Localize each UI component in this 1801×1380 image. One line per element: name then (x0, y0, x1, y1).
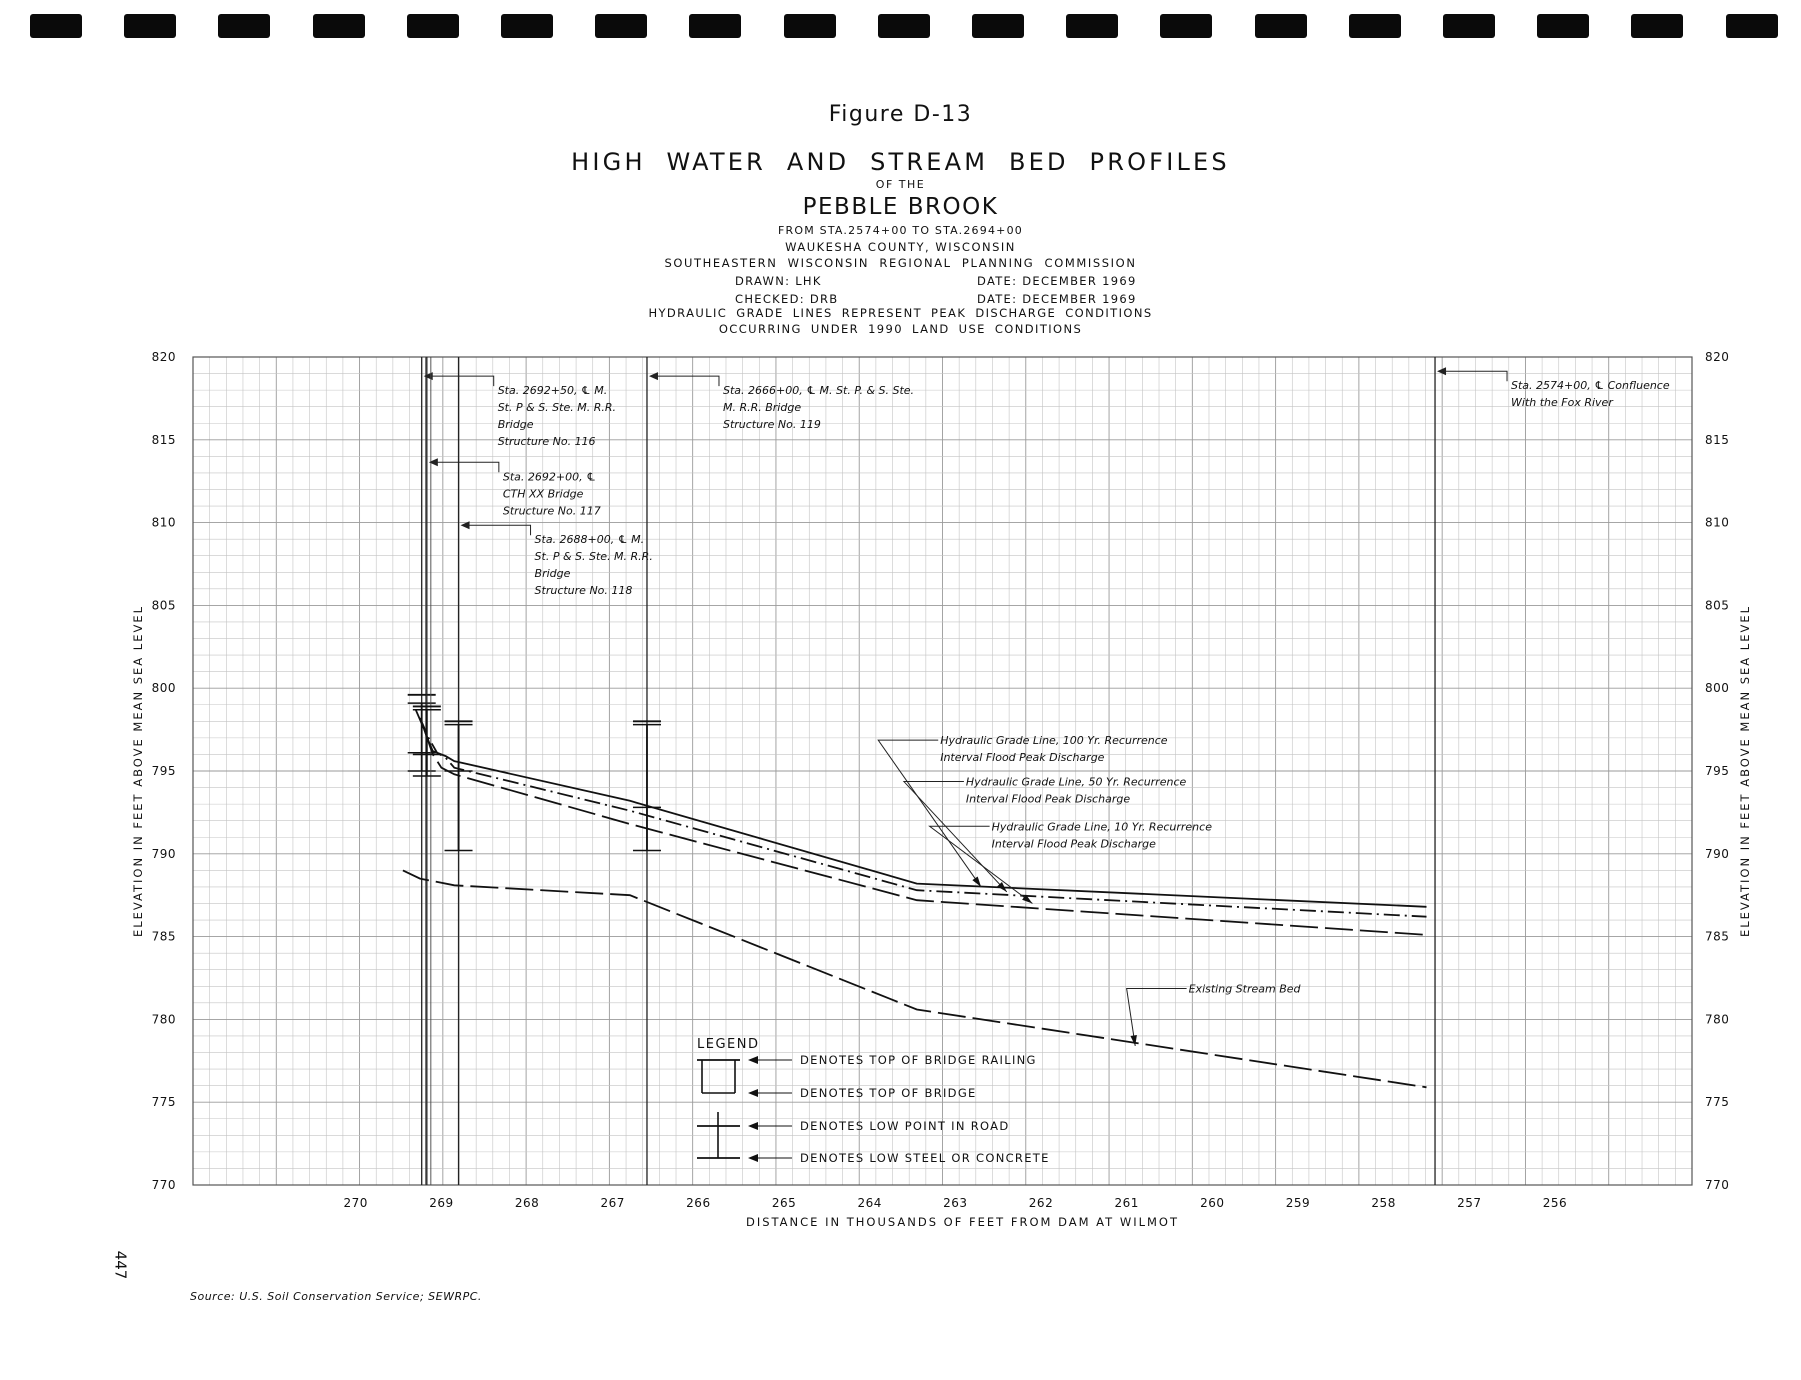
legend-title: LEGEND (697, 1037, 760, 1052)
station-label-line: Structure No. 119 (722, 418, 821, 432)
y-tick-label-right: 800 (1705, 681, 1730, 696)
drawn-by: DRAWN: LHK (735, 274, 822, 288)
legend-pointer-arrow (748, 1056, 758, 1064)
station-label-line: Structure No. 117 (502, 504, 601, 518)
annotation-label: Hydraulic Grade Line, 50 Yr. Recurrence (965, 775, 1187, 789)
station-leader (1441, 371, 1507, 381)
x-tick-label: 265 (771, 1196, 797, 1210)
station-label-line: Sta. 2666+00, ℄ M. St. P. & S. Ste. (722, 384, 915, 398)
condition-note-2: OCCURRING UNDER 1990 LAND USE CONDITIONS (718, 322, 1083, 336)
page-number: 447 (111, 1250, 130, 1280)
annotation-arrowhead (1130, 1035, 1136, 1046)
station-label-line: Sta. 2692+50, ℄ M. (497, 384, 608, 398)
x-tick-label: 266 (686, 1196, 711, 1210)
x-tick-label: 270 (343, 1196, 368, 1210)
y-tick-label-left: 780 (151, 1012, 176, 1027)
y-tick-label-right: 810 (1705, 515, 1730, 530)
y-tick-label-right: 820 (1705, 350, 1730, 364)
annotation-label: Existing Stream Bed (1188, 982, 1301, 996)
chart-legend (697, 1037, 1050, 1165)
station-label-line: Structure No. 116 (497, 435, 596, 449)
x-tick-label: 264 (857, 1196, 882, 1210)
y-tick-label-left: 820 (151, 350, 176, 364)
station-label-line: Bridge (497, 418, 534, 432)
y-tick-label-right: 785 (1705, 929, 1730, 944)
annotation-label: Interval Flood Peak Discharge (991, 837, 1156, 851)
x-tick-label: 263 (943, 1196, 968, 1210)
station-label-line: CTH XX Bridge (502, 487, 584, 501)
series-line (424, 730, 1426, 935)
condition-note-1: HYDRAULIC GRADE LINES REPRESENT PEAK DISCHARGE CONDITIONS (648, 306, 1153, 320)
x-axis-label: DISTANCE IN THOUSANDS OF FEET FROM DAM AT WILMOT (746, 1215, 1179, 1229)
y-tick-label-left: 795 (151, 764, 176, 778)
x-tick-label: 258 (1371, 1196, 1396, 1210)
checked-date: DATE: DECEMBER 1969 (977, 292, 1137, 306)
x-tick-label: 269 (429, 1196, 454, 1210)
station-label-line: Sta. 2574+00, ℄ Confluence (1511, 379, 1670, 393)
station-label-line: Sta. 2688+00, ℄ M. (534, 533, 645, 547)
x-tick-label: 267 (600, 1196, 625, 1210)
x-tick-label: 256 (1542, 1196, 1568, 1210)
chart-title: HIGH WATER AND STREAM BED PROFILES (571, 148, 1230, 176)
x-tick-label: 262 (1028, 1196, 1054, 1210)
legend-pointer-arrow (748, 1122, 758, 1130)
y-tick-label-left: 770 (151, 1178, 176, 1192)
y-tick-label-right: 795 (1705, 764, 1730, 778)
y-tick-label-right: 815 (1705, 432, 1730, 447)
y-axis-label-right: ELEVATION IN FEET ABOVE MEAN SEA LEVEL (1738, 604, 1752, 938)
station-label-line: St. P & S. Ste. M. R.R. (534, 550, 653, 564)
station-label-line: With the Fox River (1511, 396, 1613, 410)
y-tick-label-right: 780 (1705, 1012, 1730, 1027)
x-tick-label: 268 (514, 1196, 540, 1210)
legend-item-label: DENOTES LOW STEEL OR CONCRETE (800, 1151, 1050, 1165)
legend-pointer-arrow (748, 1089, 758, 1097)
x-tick-label: 259 (1285, 1196, 1311, 1210)
series-line (416, 710, 1427, 907)
figure-number: Figure D-13 (828, 102, 973, 127)
station-leader-arrow (1437, 367, 1446, 375)
station-range: FROM STA.2574+00 TO STA.2694+00 (778, 224, 1023, 237)
y-tick-label-left: 800 (151, 681, 176, 696)
x-tick-label: 257 (1457, 1196, 1482, 1210)
source-note: Source: U.S. Soil Conservation Service; SEWRPC. (190, 1290, 482, 1303)
y-tick-label-right: 805 (1705, 598, 1730, 613)
y-tick-label-right: 770 (1705, 1178, 1730, 1192)
y-tick-label-left: 815 (151, 432, 176, 447)
drawn-date: DATE: DECEMBER 1969 (977, 274, 1137, 288)
station-label-line: Structure No. 118 (534, 584, 633, 598)
y-tick-label-left: 775 (151, 1095, 176, 1110)
x-tick-label: 260 (1200, 1196, 1225, 1210)
y-tick-label-left: 785 (151, 929, 176, 944)
station-label-line: M. R.R. Bridge (722, 401, 802, 415)
annotation-label: Hydraulic Grade Line, 10 Yr. Recurrence (991, 820, 1212, 834)
legend-pointer-arrow (748, 1154, 758, 1162)
y-tick-label-right: 775 (1705, 1095, 1730, 1110)
station-label-line: St. P & S. Ste. M. R.R. (497, 401, 617, 415)
annotation-label: Interval Flood Peak Discharge (940, 751, 1105, 765)
annotation-label: Hydraulic Grade Line, 100 Yr. Recurrence (940, 734, 1168, 748)
x-tick-label: 261 (1114, 1196, 1139, 1210)
legend-item-label: DENOTES LOW POINT IN ROAD (800, 1119, 1010, 1133)
y-tick-label-left: 805 (151, 598, 176, 613)
station-leader-arrow (429, 458, 438, 466)
stream-name: PEBBLE BROOK (802, 194, 999, 220)
agency-line: SOUTHEASTERN WISCONSIN REGIONAL PLANNING COMMISSION (664, 256, 1137, 270)
county-line: WAUKESHA COUNTY, WISCONSIN (785, 240, 1016, 254)
y-axis-label-left: ELEVATION IN FEET ABOVE MEAN SEA LEVEL (131, 604, 145, 938)
legend-item-label: DENOTES TOP OF BRIDGE (800, 1086, 977, 1100)
y-tick-label-left: 810 (151, 515, 176, 530)
checked-by: CHECKED: DRB (735, 292, 839, 306)
profile-series (403, 710, 1427, 1088)
y-tick-label-right: 790 (1705, 846, 1730, 861)
y-tick-label-left: 790 (151, 846, 176, 861)
station-leader (428, 376, 494, 386)
annotation-label: Interval Flood Peak Discharge (965, 792, 1131, 806)
chart-subtitle-of-the: OF THE (875, 178, 926, 191)
station-label-line: Sta. 2692+00, ℄ (502, 470, 596, 484)
station-label-line: Bridge (534, 567, 571, 581)
series-annotations (878, 734, 1301, 1046)
station-leader (465, 525, 531, 535)
legend-item-label: DENOTES TOP OF BRIDGE RAILING (800, 1053, 1037, 1067)
